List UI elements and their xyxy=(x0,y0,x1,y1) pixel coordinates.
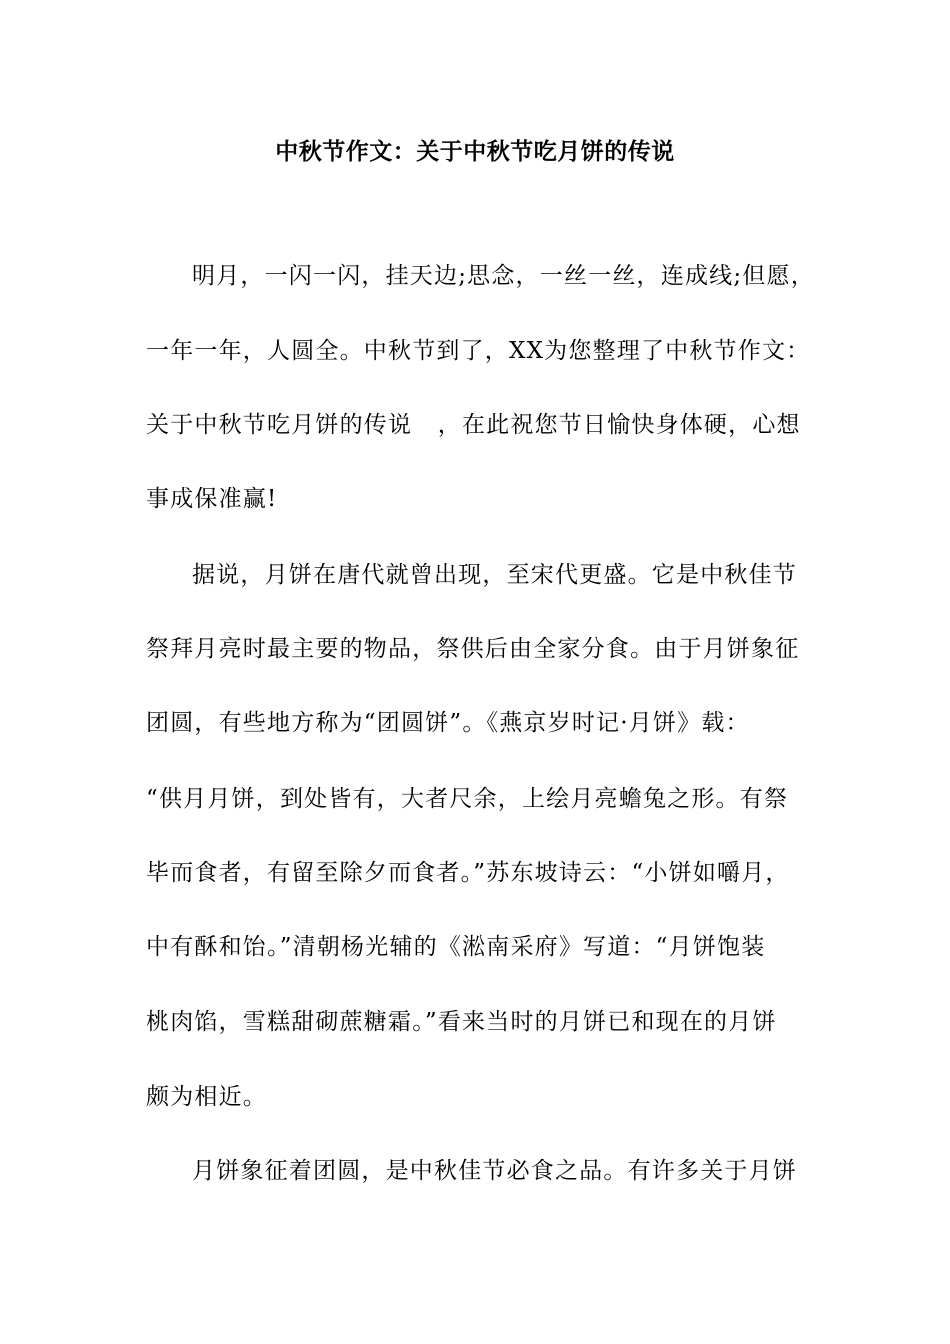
paragraph-2-line-5: 毕而食者，有留至除夕而食者。”苏东坡诗云：“小饼如嚼月， xyxy=(146,860,790,886)
paragraph-1-line-1: 明月，一闪一闪，挂天边;思念，一丝一丝，连成线;但愿， xyxy=(192,263,815,289)
paragraph-1-line-4: 事成保准赢! xyxy=(146,486,278,512)
paragraph-2-line-4: “供月月饼，到处皆有，大者尺余，上绘月亮蟾兔之形。有祭 xyxy=(146,786,789,812)
paragraph-2-line-2: 祭拜月亮时最主要的物品，祭供后由全家分食。由于月饼象征 xyxy=(146,636,800,662)
paragraph-3-line-1: 月饼象征着团圆，是中秋佳节必食之品。有许多关于月饼 xyxy=(192,1158,797,1184)
document-title: 中秋节作文：关于中秋节吃月饼的传说 xyxy=(275,139,675,165)
paragraph-2-line-3: 团圆，有些地方称为“团圆饼”。《燕京岁时记·月饼》载： xyxy=(146,710,750,736)
paragraph-2-line-1: 据说，月饼在唐代就曾出现，至宋代更盛。它是中秋佳节 xyxy=(192,562,797,588)
paragraph-1-line-2: 一年一年，人圆全。中秋节到了，XX为您整理了中秋节作文： xyxy=(146,338,811,364)
paragraph-1-line-3: 关于中秋节吃月饼的传说 ，在此祝您节日愉快身体硬，心想 xyxy=(146,412,801,438)
paragraph-2-line-8: 颇为相近。 xyxy=(146,1084,267,1110)
paragraph-2-line-6: 中有酥和饴。”清朝杨光辅的《淞南采府》写道：“月饼饱装 xyxy=(146,934,766,960)
paragraph-2-line-7: 桃肉馅，雪糕甜砌蔗糖霜。”看来当时的月饼已和现在的月饼 xyxy=(146,1009,777,1035)
